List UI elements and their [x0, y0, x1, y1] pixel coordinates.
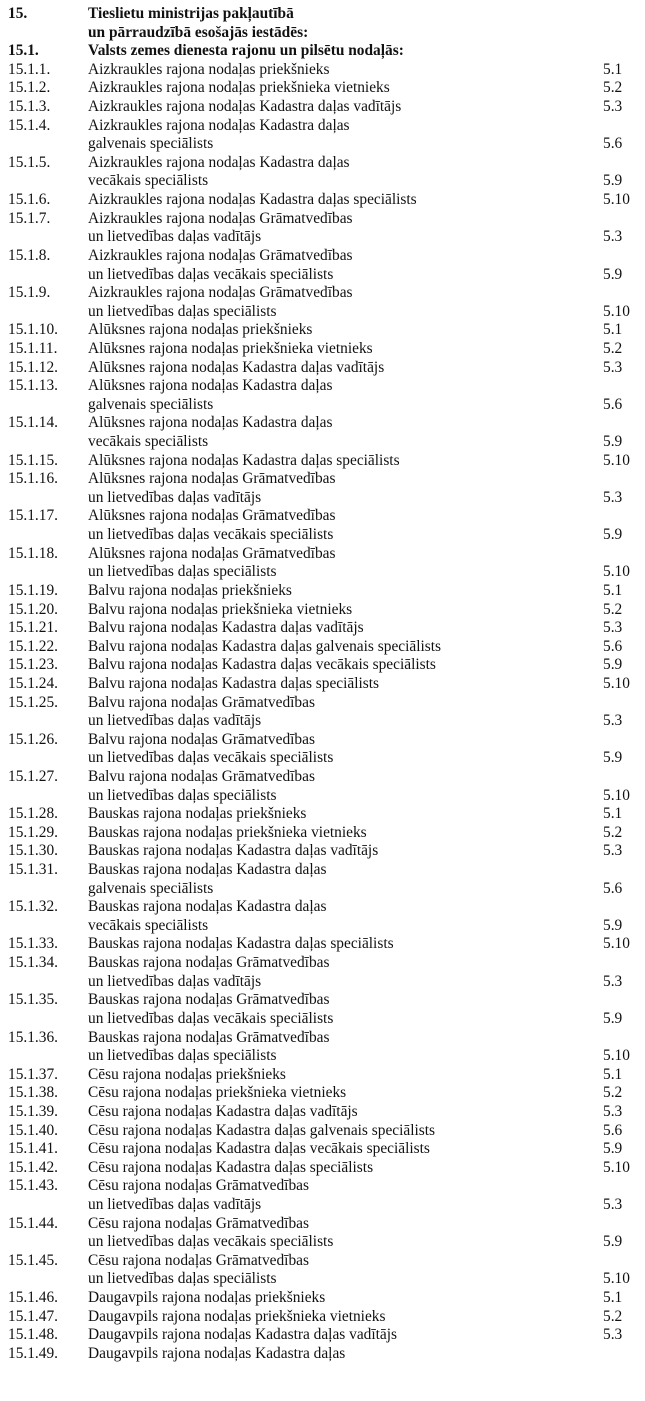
- salary-grade: 5.3: [603, 358, 623, 376]
- salary-grade: 5.10: [603, 451, 630, 469]
- salary-grade: 5.6: [603, 1121, 623, 1139]
- position-title: Aizkraukles rajona nodaļas Kadastra daļas vadītājs: [88, 98, 402, 116]
- table-row: [0, 1308, 645, 1327]
- table-row: [0, 489, 645, 508]
- table-row: [0, 135, 645, 154]
- position-title: Alūksnes rajona nodaļas Kadastra daļas speciālists: [88, 451, 400, 469]
- table-row: [0, 954, 645, 973]
- table-row: [0, 731, 645, 750]
- item-number: 15.1.11.: [8, 339, 58, 357]
- position-title: Aizkraukles rajona nodaļas priekšnieks: [88, 60, 330, 78]
- table-row: [0, 675, 645, 694]
- item-number: 15.1.19.: [8, 581, 59, 599]
- item-number: 15.1.6.: [8, 191, 51, 209]
- salary-grade: 5.3: [603, 1102, 623, 1120]
- position-title: un lietvedības daļas speciālists: [88, 786, 277, 804]
- table-row: [0, 582, 645, 601]
- position-title: vecākais speciālists: [88, 916, 209, 934]
- item-number: 15.1.34.: [8, 954, 59, 972]
- position-title: un lietvedības daļas vecākais speciālists: [88, 749, 334, 767]
- salary-grade: 5.3: [603, 1326, 623, 1344]
- table-row: [0, 377, 645, 396]
- item-number: 15.1.33.: [8, 935, 59, 953]
- salary-grade: 5.2: [603, 823, 623, 841]
- item-number: 15.1.7.: [8, 209, 51, 227]
- position-title: un lietvedības daļas vadītājs: [88, 712, 262, 730]
- salary-grade: 5.10: [603, 674, 630, 692]
- salary-grade: 5.9: [603, 433, 623, 451]
- table-row: [0, 935, 645, 954]
- position-title: Bauskas rajona nodaļas Grāmatvedības: [88, 954, 330, 972]
- table-row: [0, 712, 645, 731]
- position-title: un lietvedības daļas vecākais speciālists: [88, 1233, 334, 1251]
- heading-row: [0, 5, 645, 24]
- salary-grade: 5.3: [603, 712, 623, 730]
- table-row: [0, 172, 645, 191]
- position-title: un lietvedības daļas speciālists: [88, 1270, 277, 1288]
- position-title: Daugavpils rajona nodaļas Kadastra daļas: [88, 1344, 346, 1362]
- position-title: Cēsu rajona nodaļas priekšnieka vietnieks: [88, 1084, 347, 1102]
- item-number: 15.1.23.: [8, 656, 59, 674]
- item-number: 15.1.44.: [8, 1214, 59, 1232]
- salary-grade: 5.2: [603, 79, 623, 97]
- position-title: Cēsu rajona nodaļas Kadastra daļas vecākais speciālists: [88, 1140, 430, 1158]
- position-title: Bauskas rajona nodaļas Kadastra daļas speciālists: [88, 935, 394, 953]
- item-number: 15.1.14.: [8, 414, 59, 432]
- item-number: 15.1.39.: [8, 1102, 59, 1120]
- salary-grade: 5.9: [603, 265, 623, 283]
- table-row: [0, 1270, 645, 1289]
- position-title: Alūksnes rajona nodaļas Grāmatvedības: [88, 544, 336, 562]
- position-title: un lietvedības daļas speciālists: [88, 563, 277, 581]
- table-row: [0, 414, 645, 433]
- position-title: un lietvedības daļas vadītājs: [88, 228, 262, 246]
- table-row: [0, 1066, 645, 1085]
- item-number: 15.1.40.: [8, 1121, 59, 1139]
- salary-grade: 5.3: [603, 972, 623, 990]
- salary-grade: 5.9: [603, 1140, 623, 1158]
- table-row: [0, 768, 645, 787]
- item-number: 15.1.42.: [8, 1158, 59, 1176]
- position-title: Balvu rajona nodaļas priekšnieka vietnieks: [88, 600, 353, 618]
- position-title: Bauskas rajona nodaļas Kadastra daļas: [88, 898, 327, 916]
- position-title: un lietvedības daļas speciālists: [88, 302, 277, 320]
- table-row: [0, 396, 645, 415]
- salary-grade: 5.9: [603, 172, 623, 190]
- table-row: [0, 1010, 645, 1029]
- position-title: Aizkraukles rajona nodaļas priekšnieka vietnieks: [88, 79, 390, 97]
- salary-grade: 5.3: [603, 228, 623, 246]
- table-row: [0, 303, 645, 322]
- item-number: 15.1.29.: [8, 823, 59, 841]
- position-title: Bauskas rajona nodaļas priekšnieks: [88, 805, 307, 823]
- position-title: Alūksnes rajona nodaļas Kadastra daļas: [88, 377, 333, 395]
- salary-grade: 5.1: [603, 805, 623, 823]
- salary-grade: 5.10: [603, 786, 630, 804]
- position-title: Daugavpils rajona nodaļas priekšnieka vietnieks: [88, 1307, 386, 1325]
- salary-grade: 5.1: [603, 1289, 623, 1307]
- salary-grade: 5.3: [603, 619, 623, 637]
- heading-row: [0, 42, 645, 61]
- item-number: 15.1.36.: [8, 1028, 59, 1046]
- table-row: [0, 787, 645, 806]
- position-title: vecākais speciālists: [88, 433, 209, 451]
- salary-grade: 5.9: [603, 1009, 623, 1027]
- position-title: Daugavpils rajona nodaļas Kadastra daļas vadītājs: [88, 1326, 397, 1344]
- table-row: [0, 359, 645, 378]
- table-row: [0, 880, 645, 899]
- position-title: galvenais speciālists: [88, 135, 214, 153]
- item-number: 15.1.5.: [8, 153, 51, 171]
- item-number: 15.1.13.: [8, 377, 59, 395]
- salary-grade: 5.3: [603, 98, 623, 116]
- position-title: un lietvedības daļas vecākais speciālists: [88, 1009, 334, 1027]
- table-row: [0, 1326, 645, 1345]
- table-row: [0, 563, 645, 582]
- item-number: 15.1.2.: [8, 79, 51, 97]
- position-title: un lietvedības daļas vecākais speciālists: [88, 526, 334, 544]
- table-row: [0, 842, 645, 861]
- item-number: 15.1.10.: [8, 321, 59, 339]
- item-number: 15.1.21.: [8, 619, 59, 637]
- table-row: [0, 1103, 645, 1122]
- item-number: 15.: [8, 5, 28, 22]
- table-row: [0, 1029, 645, 1048]
- position-title: Valsts zemes dienesta rajonu un pilsētu nodaļās:: [88, 42, 404, 60]
- table-row: [0, 619, 645, 638]
- salary-grade: 5.2: [603, 600, 623, 618]
- table-row: [0, 805, 645, 824]
- table-row: [0, 1252, 645, 1271]
- table-row: [0, 1122, 645, 1141]
- salary-grade: 5.9: [603, 526, 623, 544]
- table-row: [0, 694, 645, 713]
- item-number: 15.1.43.: [8, 1177, 59, 1195]
- table-row: [0, 321, 645, 340]
- salary-grade: 5.3: [603, 1196, 623, 1213]
- item-number: 15.1.18.: [8, 544, 59, 562]
- salary-grade: 5.3: [603, 488, 623, 506]
- position-title: Cēsu rajona nodaļas Grāmatvedības: [88, 1177, 309, 1195]
- position-title: un lietvedības daļas vadītājs: [88, 1196, 262, 1213]
- position-title: Bauskas rajona nodaļas Grāmatvedības: [88, 991, 330, 1009]
- item-number: 15.1.41.: [8, 1140, 59, 1158]
- table-row: [0, 154, 645, 173]
- item-number: 15.1.48.: [8, 1326, 59, 1344]
- item-number: 15.1.32.: [8, 898, 59, 916]
- position-title: Tieslietu ministrijas pakļautībā: [88, 5, 294, 22]
- item-number: 15.1.: [8, 42, 39, 60]
- position-title: Balvu rajona nodaļas Grāmatvedības: [88, 693, 315, 711]
- table-row: [0, 266, 645, 285]
- item-number: 15.1.27.: [8, 767, 59, 785]
- salary-grade: 5.1: [603, 60, 623, 78]
- table-row: [0, 749, 645, 768]
- position-title: Alūksnes rajona nodaļas Kadastra daļas vadītājs: [88, 358, 385, 376]
- position-title: Bauskas rajona nodaļas priekšnieka vietnieks: [88, 823, 367, 841]
- position-title: Aizkraukles rajona nodaļas Grāmatvedības: [88, 246, 353, 264]
- position-title: Cēsu rajona nodaļas Kadastra daļas vadītājs: [88, 1102, 358, 1120]
- position-title: Balvu rajona nodaļas Kadastra daļas vecākais speciālists: [88, 656, 436, 674]
- position-title: un lietvedības daļas vadītājs: [88, 488, 262, 506]
- salary-grade: 5.10: [603, 935, 630, 953]
- table-row: [0, 917, 645, 936]
- table-row: [0, 191, 645, 210]
- item-number: 15.1.28.: [8, 805, 59, 823]
- position-title: Cēsu rajona nodaļas Kadastra daļas galvenais speciālists: [88, 1121, 436, 1139]
- item-number: 15.1.38.: [8, 1084, 59, 1102]
- table-row: [0, 824, 645, 843]
- position-title: Cēsu rajona nodaļas Grāmatvedības: [88, 1214, 309, 1232]
- position-title: un lietvedības daļas vadītājs: [88, 972, 262, 990]
- heading-row: [0, 24, 645, 43]
- table-row: [0, 340, 645, 359]
- table-row: [0, 210, 645, 229]
- table-row: [0, 1084, 645, 1103]
- table-row: [0, 861, 645, 880]
- position-title: Bauskas rajona nodaļas Kadastra daļas vadītājs: [88, 842, 379, 860]
- position-title: Aizkraukles rajona nodaļas Grāmatvedības: [88, 209, 353, 227]
- item-number: 15.1.22.: [8, 637, 59, 655]
- salary-grade: 5.1: [603, 1065, 623, 1083]
- item-number: 15.1.17.: [8, 507, 59, 525]
- table-row: [0, 1215, 645, 1234]
- position-title: Balvu rajona nodaļas Grāmatvedības: [88, 767, 315, 785]
- salary-grade: 5.9: [603, 1233, 623, 1251]
- position-title: Aizkraukles rajona nodaļas Grāmatvedības: [88, 284, 353, 302]
- position-title: Cēsu rajona nodaļas Kadastra daļas speciālists: [88, 1158, 374, 1176]
- table-row: [0, 1047, 645, 1066]
- table-row: [0, 507, 645, 526]
- table-row: [0, 1177, 645, 1196]
- item-number: 15.1.47.: [8, 1307, 59, 1325]
- item-number: 15.1.1.: [8, 60, 51, 78]
- table-row: [0, 117, 645, 136]
- position-title: Cēsu rajona nodaļas Grāmatvedības: [88, 1251, 309, 1269]
- position-title: galvenais speciālists: [88, 395, 214, 413]
- position-title: Alūksnes rajona nodaļas Grāmatvedības: [88, 470, 336, 488]
- salary-grade: 5.10: [603, 563, 630, 581]
- item-number: 15.1.24.: [8, 674, 59, 692]
- item-number: 15.1.45.: [8, 1251, 59, 1269]
- position-title: Alūksnes rajona nodaļas Kadastra daļas: [88, 414, 333, 432]
- item-number: 15.1.46.: [8, 1289, 59, 1307]
- table-row: [0, 433, 645, 452]
- salary-grade: 5.10: [603, 191, 630, 209]
- item-number: 15.1.20.: [8, 600, 59, 618]
- position-title: Balvu rajona nodaļas Kadastra daļas galvenais speciālists: [88, 637, 442, 655]
- item-number: 15.1.37.: [8, 1065, 59, 1083]
- table-row: [0, 247, 645, 266]
- position-title: Alūksnes rajona nodaļas priekšnieka vietnieks: [88, 339, 373, 357]
- table-row: [0, 991, 645, 1010]
- table-row: [0, 656, 645, 675]
- salary-grade: 5.2: [603, 339, 623, 357]
- table-row: [0, 452, 645, 471]
- salary-grade: 5.1: [603, 321, 623, 339]
- position-title: un lietvedības daļas vecākais speciālists: [88, 265, 334, 283]
- salary-grade: 5.2: [603, 1307, 623, 1325]
- position-title: Alūksnes rajona nodaļas Grāmatvedības: [88, 507, 336, 525]
- salary-grade: 5.10: [603, 1270, 630, 1288]
- table-row: [0, 526, 645, 545]
- table-row: [0, 1140, 645, 1159]
- salary-grade: 5.9: [603, 656, 623, 674]
- table-row: [0, 98, 645, 117]
- table-row: [0, 1233, 645, 1252]
- salary-grade: 5.10: [603, 1047, 630, 1065]
- salary-grade: 5.9: [603, 916, 623, 934]
- salary-grade: 5.2: [603, 1084, 623, 1102]
- salary-grade: 5.6: [603, 879, 623, 897]
- item-number: 15.1.25.: [8, 693, 59, 711]
- item-number: 15.1.49.: [8, 1344, 59, 1362]
- item-number: 15.1.8.: [8, 246, 51, 264]
- document-page: [0, 5, 645, 1363]
- item-number: 15.1.35.: [8, 991, 59, 1009]
- table-row: [0, 470, 645, 489]
- salary-grade: 5.3: [603, 842, 623, 860]
- table-row: [0, 1289, 645, 1308]
- position-title: Balvu rajona nodaļas priekšnieks: [88, 581, 292, 599]
- table-row: [0, 973, 645, 992]
- position-title: Cēsu rajona nodaļas priekšnieks: [88, 1065, 286, 1083]
- position-title: un lietvedības daļas speciālists: [88, 1047, 277, 1065]
- table-row: [0, 79, 645, 98]
- table-row: [0, 638, 645, 657]
- salary-grade: 5.10: [603, 1158, 630, 1176]
- salary-grade: 5.1: [603, 581, 623, 599]
- table-row: [0, 1159, 645, 1178]
- item-number: 15.1.15.: [8, 451, 59, 469]
- position-title: Balvu rajona nodaļas Kadastra daļas vadītājs: [88, 619, 364, 637]
- salary-grade: 5.6: [603, 637, 623, 655]
- table-row: [0, 898, 645, 917]
- table-row: [0, 601, 645, 620]
- item-number: 15.1.30.: [8, 842, 59, 860]
- salary-grade: 5.6: [603, 395, 623, 413]
- item-number: 15.1.9.: [8, 284, 51, 302]
- table-row: [0, 1345, 645, 1364]
- salary-grade: 5.9: [603, 749, 623, 767]
- table-row: [0, 61, 645, 80]
- item-number: 15.1.26.: [8, 730, 59, 748]
- item-number: 15.1.3.: [8, 98, 51, 116]
- position-title: Aizkraukles rajona nodaļas Kadastra daļas: [88, 116, 350, 134]
- position-title: vecākais speciālists: [88, 172, 209, 190]
- position-title: Alūksnes rajona nodaļas priekšnieks: [88, 321, 313, 339]
- position-title: Daugavpils rajona nodaļas priekšnieks: [88, 1289, 326, 1307]
- position-title: un pārraudzībā esošajās iestādēs:: [88, 23, 309, 41]
- table-row: [0, 284, 645, 303]
- position-title: galvenais speciālists: [88, 879, 214, 897]
- position-title: Bauskas rajona nodaļas Kadastra daļas: [88, 861, 327, 879]
- position-title: Aizkraukles rajona nodaļas Kadastra daļas: [88, 153, 350, 171]
- position-title: Aizkraukles rajona nodaļas Kadastra daļas speciālists: [88, 191, 417, 209]
- table-row: [0, 228, 645, 247]
- table-row: [0, 545, 645, 564]
- position-title: Balvu rajona nodaļas Grāmatvedības: [88, 730, 315, 748]
- item-number: 15.1.12.: [8, 358, 59, 376]
- table-row: [0, 1196, 645, 1215]
- position-title: Balvu rajona nodaļas Kadastra daļas speciālists: [88, 674, 380, 692]
- salary-grade: 5.10: [603, 302, 630, 320]
- item-number: 15.1.31.: [8, 861, 59, 879]
- item-number: 15.1.4.: [8, 116, 51, 134]
- salary-grade: 5.6: [603, 135, 623, 153]
- position-title: Bauskas rajona nodaļas Grāmatvedības: [88, 1028, 330, 1046]
- item-number: 15.1.16.: [8, 470, 59, 488]
